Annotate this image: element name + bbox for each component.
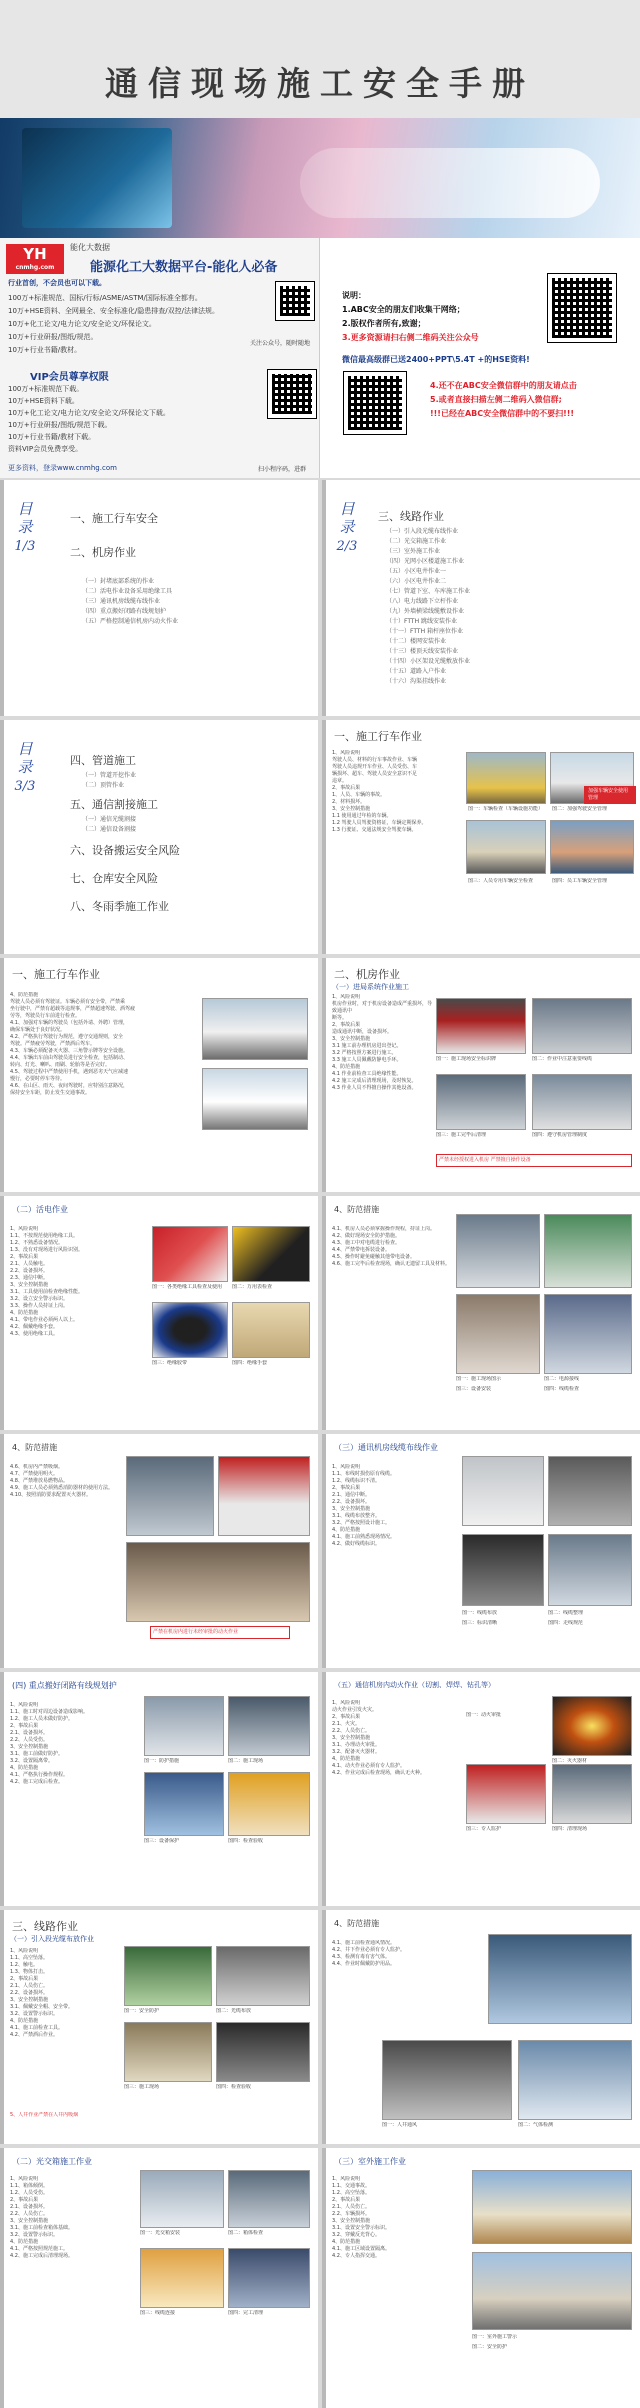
photo-caption: 图一：各类绝缘工具检查及使用 — [152, 1284, 228, 1298]
document-title: 通信现场施工安全手册 — [105, 64, 535, 103]
photo-site — [124, 2022, 212, 2082]
group-line: 微信最高级群已送2400+PPT\5.4T +的HSE资料! — [342, 355, 530, 364]
photo-caption: 图一：线缆布放 — [462, 1610, 544, 1618]
ad-headline: 能源化工大数据平台-能化人必备 — [90, 260, 278, 275]
photo-power — [544, 1214, 632, 1288]
toc-subitem[interactable]: （九）外墙横梁线缆敷设作业 — [386, 608, 465, 615]
slide-bar — [322, 958, 326, 1192]
slide-hot-work — [322, 1672, 640, 1906]
slide-text: 1、风险说明 1.1、施工时对周边设备造成影响。 1.2、施工人员未做好防护。 2、事故后果 2.1、设备损坏。 2.2、人员受伤。 3、安全控制措施 3.1、施工前做好防护。 3.2、设置隔离带。 4、防范措施 4.1、严格执行操作规程。 4.2、施工完成后检查。 — [10, 1702, 88, 1785]
photo-caption: 图一：人井通风 — [382, 2122, 512, 2130]
slide-bar — [0, 480, 4, 716]
photo-sign — [436, 998, 526, 1054]
toc-label-text: 目录 — [17, 740, 33, 776]
slide-toc-2 — [322, 480, 640, 716]
slide-title: 一、施工行车作业 — [12, 968, 100, 981]
brand-name: 能化大数据 — [70, 243, 110, 252]
photo-site — [228, 1696, 310, 1756]
photo-room — [532, 1074, 632, 1130]
photo-cable-laying — [216, 1946, 310, 2006]
toc-label-text: 目录 — [17, 500, 33, 536]
slide-vehicle-1 — [322, 720, 640, 954]
toc-subitem[interactable]: （十六）沟渠挂线作业 — [386, 678, 447, 685]
toc-item[interactable]: 六、设备搬运安全风险 — [70, 844, 180, 857]
photo-supervision — [552, 1764, 632, 1824]
slide-title: （三）室外施工作业 — [334, 2157, 406, 2166]
photo-caption: 图三：绝缘胶带 — [152, 1360, 228, 1374]
notice-red-line: 4.还不在ABC安全微信群中的朋友请点击 — [430, 381, 577, 390]
ad-line: 10万+行业研报/图纸/规范。 — [8, 333, 98, 341]
photo-workers — [550, 820, 634, 874]
photo-box-check — [228, 2170, 310, 2228]
photo-caption: 图二：气体检测 — [518, 2122, 632, 2130]
slide-text: 1、风险说明 1.1、交通事故。 1.2、高空坠落。 2、事故后果 2.1、人员伤亡。 2.2、车辆损坏。 3、安全控制措施 3.1、设置安全警示标识。 3.2、穿戴反光背心。 4、防范措施 4.1、施工区域设置隔离。 4.2、专人指挥交通。 — [332, 2176, 390, 2259]
slide-vehicle-2 — [0, 958, 318, 1192]
toc-subitem[interactable]: （一）引入段光缆布线作业 — [386, 528, 459, 535]
toc-subitem[interactable]: （八）电力线路下立杆作业 — [386, 598, 459, 605]
photo-extinguisher — [466, 1764, 546, 1824]
circuit-image — [22, 128, 172, 228]
photo-caption: 图二：灭火器材 — [552, 1758, 632, 1764]
slide-live-electric — [0, 1196, 318, 1430]
photo-caption: 图一：施工现场图示 — [456, 1376, 540, 1384]
photo-tape — [152, 1302, 228, 1358]
toc-label — [14, 500, 36, 556]
photo-caption: 图四：完工清理 — [228, 2310, 310, 2318]
slide-text: 4、防范措施 驾驶人员必须有驾驶证。车辆必须有安全带，严禁乘 坐行驶中，严禁有超载等违规事，严禁超速驾驶、酒驾疲 劳等，驾驶员行车前进行检查。 4.1、加强对车辆的驾驶员（包括外请、外聘）管理， 确保车辆处于良好状况。 4.2、严格执行驾驶行为规范，遵守交通规则，安全 驾驶。严禁疲劳驾驶，严禁酒后驾车。 4.3、车辆必须配备灭火器、三角警示牌等安全设施。 4.4、车辆出车前由驾驶员进行安全检查，包括制动、 转向、灯光、喇叭、雨刷、轮胎等是否完好。 4.5、驾驶过程中严禁使用手机，遇到恶劣天气应减速 慢行，必要时停车等待。 4.6、在山区、雨天、夜间驾驶时，应特别注意路况， 保持安全车距，防止发生交通事故。 — [10, 992, 136, 1096]
toc-subitem[interactable]: （一）通信光缆割接 — [82, 816, 137, 823]
slide-title: 一、施工行车作业 — [334, 730, 422, 743]
slide-text: 1、风险说明 1.1、布线时损伤原有线缆。 1.2、线缆标识不清。 2、事故后果 2.1、通信中断。 2.2、设备损坏。 3、安全控制措施 3.1、线缆布放整齐。 3.2、严格按照设计施工。 4、防范措施 4.1、施工前熟悉现场情况。 4.2、做好线缆标识。 — [332, 1464, 395, 1547]
notice-red-line: !!!已经在ABC安全微信群中的不要扫!!! — [430, 409, 575, 418]
photo-caption: 图四：线缆检查 — [544, 1386, 632, 1394]
photo-site — [456, 1214, 540, 1288]
photo-caption: 图三：施工完毕后清理 — [436, 1132, 528, 1146]
slide-title: （三）通讯机房线缆布线作业 — [334, 1443, 438, 1452]
toc-item[interactable]: 八、冬雨季施工作业 — [70, 900, 169, 913]
ad-right — [330, 238, 640, 478]
photo-caption: 图四：遵守机房管理制度 — [532, 1132, 632, 1146]
photo-caption: 图四：检查验收 — [216, 2084, 310, 2092]
ad-panel — [0, 238, 640, 478]
photo-room — [126, 1456, 214, 1536]
toc-subitem[interactable]: （五）严格控制通信机房内动火作业 — [82, 618, 179, 625]
photo-caption: 图一：动火审批 — [466, 1712, 548, 1720]
photo-caption: 图四：员工车辆安全管理 — [552, 878, 634, 886]
photo-install — [456, 1294, 540, 1374]
vip-line: 10万+行业书籍/教材下载。 — [8, 433, 96, 441]
toc-subitem[interactable]: （二）活电作业设备采用绝缘工具 — [82, 588, 173, 595]
photo-fiber-connect — [140, 2248, 224, 2308]
photo-insulated-tools — [152, 1226, 228, 1282]
slide-bar — [0, 720, 4, 954]
photo-caption: 图二：线缆整理 — [548, 1610, 632, 1618]
toc-subitem[interactable]: （六）小区电井作业二 — [386, 578, 447, 585]
qr-code-icon — [268, 370, 316, 418]
slide-bar — [322, 480, 326, 716]
slide-bar — [322, 1910, 326, 2144]
toc-label — [14, 740, 36, 796]
slide-text: 1、风险说明 动火作业引发火灾。 2、事故后果 2.1、火灾。 2.2、人员伤亡。 3、安全控制措施 3.1、办理动火审批。 3.2、配备灭火器材。 4、防范措施 4.1、动火作业必须有专人监护。 4.2、作业完成后检查现场，确认无火种。 — [332, 1700, 425, 1776]
photo-caption: 图三：专人监护 — [466, 1826, 546, 1834]
slide-title: 4、防范措施 — [12, 1443, 58, 1452]
slide-bar — [0, 958, 4, 1192]
notice-line: 3.更多资源请扫右侧二维码关注公众号 — [342, 333, 479, 342]
photo-caption: 图四：检查验收 — [228, 1838, 310, 1846]
toc-subitem[interactable]: （四）光网小区楼道施工作业 — [386, 558, 465, 565]
toc-item[interactable]: 五、通信割接施工 — [70, 798, 158, 811]
ad-line: 10万+HSE资料、全网最全、安全标准化/隐患排查/双控/法律法规。 — [8, 307, 219, 315]
slide-toc-1 — [0, 480, 318, 716]
photo-white-van — [202, 998, 308, 1060]
photo-caption: 图三：施工现场 — [124, 2084, 212, 2092]
slide-title: 二、机房作业 — [334, 968, 400, 981]
slide-subtitle: （一）进局系统作业施工 — [332, 983, 409, 991]
photo-protection — [144, 1696, 224, 1756]
brand-logo-text: YH — [23, 245, 47, 263]
slide-bar — [322, 1434, 326, 1668]
slide-title: （二）活电作业 — [12, 1205, 68, 1214]
more-link[interactable]: 更多资料，登录www.cnmhg.com — [8, 464, 117, 472]
photo-caption: 图二：安全防护 — [472, 2344, 632, 2352]
toc-subitem[interactable]: （七）管道下室、车库施工作业 — [386, 588, 471, 595]
slide-line-work — [0, 1910, 318, 2144]
photo-protection — [124, 1946, 212, 2006]
vip-line: 10万+HSE资料下载。 — [8, 397, 79, 405]
photo-rack — [532, 998, 632, 1054]
toc-subitem[interactable]: （一）封堵底部系统的作业 — [82, 578, 155, 585]
photo-caption: 图二：电源接线 — [544, 1376, 632, 1384]
slide-machine-room-2 — [322, 1196, 640, 1430]
toc-subitem[interactable]: （三）通讯机房线缆布线作业 — [82, 598, 161, 605]
slide-fire-prevention — [0, 1434, 318, 1668]
photo-caption: 图一：车辆检查（车辆设施功能） — [468, 806, 546, 814]
toc-subitem[interactable]: （三）室外施工作业 — [386, 548, 441, 555]
vip-title: VIP会员尊享权限 — [30, 372, 109, 383]
slide-title: 4、防范措施 — [334, 1205, 380, 1214]
slide-bar — [0, 1910, 4, 2144]
slide-text: 1、风险说明 机房作业时，对于机房设备造成严重损坏，导致通讯中 断等。 2、事故后果 造成通讯中断，设备损坏。 3、安全控制措施 3.1 施工前办理机房进出登记。 3.2 严格按照方案进行施工。 3.3 施工人员佩戴防静电手环。 4、防范措施 4.1 作业前检查工具绝缘性能。 4.2 施工完成后清理现场，及时恢复。 4.3 作业人员不得擅自操作其他设备。 — [332, 994, 432, 1091]
ad-tagline: 行业首创，不会员也可以下载。 — [8, 279, 106, 287]
photo-caption: 图二：光缆布放 — [216, 2008, 310, 2016]
toc-item[interactable]: 三、线路作业 — [378, 510, 444, 523]
notice-line: 1.ABC安全的朋友们收集干网络； — [342, 305, 465, 314]
network-cable-image — [300, 148, 600, 218]
photo-caption: 图二：作业中注意重要线缆 — [532, 1056, 632, 1070]
slide-bar — [322, 1672, 326, 1906]
slide-manhole — [322, 1910, 640, 2144]
toc-subitem[interactable]: （十一）FTTH 箱杆座位作业 — [386, 628, 463, 635]
photo-fiber — [228, 1772, 310, 1836]
toc-subitem[interactable]: （十）FTTH 跳线安装作业 — [386, 618, 457, 625]
photo-cleanup — [228, 2248, 310, 2308]
hero-image — [0, 118, 640, 238]
toc-item[interactable]: 四、管道施工 — [70, 754, 136, 767]
brand-logo — [6, 244, 64, 274]
photo-safety — [472, 2252, 632, 2330]
ad-left — [0, 238, 320, 478]
toc-subitem[interactable]: （十五）道路入户作业 — [386, 668, 447, 675]
photo-caption: 图三：设备安装 — [456, 1386, 540, 1394]
photo-inspection — [466, 820, 546, 874]
slide-toc-3 — [0, 720, 318, 954]
photo-welding — [552, 1696, 632, 1756]
photo-caption: 图二：施工现场 — [228, 1758, 310, 1766]
slide-bar — [0, 1672, 4, 1906]
toc-item[interactable]: 一、施工行车安全 — [70, 512, 158, 525]
photo-caption: 图三：标识清晰 — [462, 1620, 544, 1628]
toc-subitem[interactable]: （十四）小区架设光缆敷放作业 — [386, 658, 471, 665]
qr-code-icon — [344, 372, 406, 434]
photo-caption: 图四：走线规范 — [548, 1620, 632, 1628]
warning-banner: 加强车辆安全使用管理 — [584, 786, 636, 804]
photo-caption: 图三：设备保护 — [144, 1838, 224, 1846]
toc-subitem[interactable]: （一）管道开挖作业 — [82, 772, 137, 779]
slide-fiber-box — [0, 2148, 318, 2408]
slide-text: 1、风险说明 1.1、箱体倾倒。 1.2、人员受伤。 2、事故后果 2.1、设备损坏。 2.2、人员伤亡。 3、安全控制措施 3.1、施工前检查箱体基础。 3.2、设置警示标识。 4、防范措施 4.1、严格按照规范施工。 4.2、施工完成后清理现场。 — [10, 2176, 73, 2259]
photo-caption: 图一：室外施工警示 — [472, 2334, 632, 2342]
photo-routing — [548, 1534, 632, 1606]
slide-title: (四) 重点搬好闭路有线规划护 — [12, 1681, 117, 1690]
photo-device — [144, 1772, 224, 1836]
photo-labels — [462, 1534, 544, 1606]
photo-caption: 图四：清理现场 — [552, 1826, 632, 1834]
slide-cable-protection — [0, 1672, 318, 1906]
slide-machine-room-1 — [322, 958, 640, 1192]
photo-caption: 图二：箱体检查 — [228, 2230, 310, 2244]
slide-bar — [322, 720, 326, 954]
photo-truck — [466, 752, 546, 804]
qr-code-icon — [548, 274, 616, 342]
document-title-area — [0, 0, 640, 118]
ad-line: 100万+标准规范、国标/行标/ASME/ASTM/国际标准全都有。 — [8, 294, 202, 302]
photo-caption: 图二：加强驾驶安全管理 — [552, 806, 634, 814]
toc-label-text: 目录 — [339, 500, 355, 536]
slide-bar — [0, 2148, 4, 2408]
notice-line: 2.版权作者所有,致谢； — [342, 319, 426, 328]
slide-text: 1、风险说明 1.1、高空坠落。 1.2、触电。 1.3、物体打击。 2、事故后果 2.1、人员伤亡。 2.2、设备损坏。 3、安全控制措施 3.1、佩戴安全帽、安全带。 3.2、设置警示标识。 4、防范措施 4.1、施工前检查工具。 4.2、严禁酒后作业。 — [10, 1948, 73, 2038]
toc-subitem[interactable]: （二）通信设备割接 — [82, 826, 137, 833]
qr-caption: 扫小程序码，进群 — [258, 466, 307, 473]
warning-text: 5、人井作业严禁在人井内吸烟 — [10, 2112, 79, 2118]
photo-manhole — [216, 2022, 310, 2082]
slide-text: 4.6、机房内严禁吸烟。 4.7、严禁使用明火。 4.8、严禁堆放易燃物品。 4.9、施工人员必须熟悉消防器材的使用方法。 4.10、按照消防要求配置灭火器材。 — [10, 1464, 113, 1498]
photo-cable-bundle — [548, 1456, 632, 1526]
slide-bar — [0, 1434, 4, 1668]
photo-caption: 图一：防护措施 — [144, 1758, 224, 1766]
slide-cable-wiring — [322, 1434, 640, 1668]
photo-gas-detection — [382, 2040, 512, 2120]
photo-fiber-box — [140, 2170, 224, 2228]
vip-line: 10万+行业研报/图纸/规范下载。 — [8, 421, 112, 429]
toc-page-number: 1/3 — [14, 539, 36, 554]
toc-subitem[interactable]: （四）重点搬好闭路有线规划护 — [82, 608, 167, 615]
photo-cable-tray — [462, 1456, 544, 1526]
qr-caption: 关注公众号，随时随地 — [250, 340, 311, 347]
qr-code-icon — [276, 282, 314, 320]
slide-text: 1、风险说明 驾驶人员、材料的行车事故作业、车辆 驾驶人员违规开车作业、人员受伤、车 辆损坏、超车、驾驶人员安全意识不足 违章。 2、事故后果 1、人员、车辆的事故。 2、材料损坏。 3、安全控制措施 1.1 使用通过年检的车辆。 1.2 驾驶人员驾驶资格证，车辆定期保养。 1.3 行驶证、交通法规安全驾驶车辆。 — [332, 750, 427, 833]
toc-page-number: 3/3 — [14, 779, 36, 794]
toc-label — [336, 500, 358, 556]
photo-extinguisher — [218, 1456, 310, 1536]
toc-subitem[interactable]: （二）光交箱施工作业 — [386, 538, 447, 545]
photo-white-van — [202, 1068, 308, 1130]
slide-text: 4.1、机房人员必须掌握操作规程，持证上岗。 4.2、做好现场安全防护措施。 4.3、施工中对电缆进行检查。 4.4、严禁带电拆装设备。 4.5、操作时避免碰触其他带电设备。 4.6、施工完毕后检查现场，确认无遗留工具及材料。 — [332, 1226, 450, 1267]
slide-text: 1、风险说明 1.1、不按规范使用绝缘工具。 1.2、不熟悉设备情况。 1.3、没有对现场进行风险识别。 2、事故后果 2.1、人员触电。 2.2、设备损坏。 2.3、通信中断。 3、安全控制措施 3.1、工具使用前检查绝缘性能。 3.2、设立安全警示标识。 3.3、操作人员持证上岗。 4、防范措施 4.1、带电作业必须两人以上。 4.2、佩戴绝缘手套。 4.3、使用绝缘工具。 — [10, 1226, 83, 1337]
warning-box: 严禁在机房内进行未经审批的动火作业 — [150, 1626, 290, 1639]
slide-title: （二）光交箱施工作业 — [12, 2157, 92, 2166]
photo-cabinet — [436, 1074, 526, 1130]
notice-title: 说明： — [342, 291, 366, 300]
slide-bar — [322, 2148, 326, 2408]
brand-logo-sub: cnmhg.com — [15, 264, 55, 271]
slide-title: 三、线路作业 — [12, 1920, 78, 1933]
photo-outdoor-warning — [472, 2170, 632, 2244]
slide-text: 4.1、施工前检查通风情况。 4.2、井下作业必须有专人监护。 4.3、检测有毒有害气体。 4.4、作业时佩戴防护用品。 — [332, 1940, 405, 1967]
photo-worker — [518, 2040, 632, 2120]
slide-bar — [0, 1196, 4, 1430]
toc-subitem[interactable]: （十二）楼网安装作业 — [386, 638, 447, 645]
toc-subitem[interactable]: （二）顶管作业 — [82, 782, 125, 789]
photo-multimeter — [232, 1226, 310, 1282]
photo-gloves — [232, 1302, 310, 1358]
notice-red-line: 5.或者直接扫描左侧二维码入微信群; — [430, 395, 562, 404]
toc-item[interactable]: 二、机房作业 — [70, 546, 136, 559]
toc-page-number: 2/3 — [336, 539, 358, 554]
photo-caption: 图二：万用表检查 — [232, 1284, 310, 1298]
vip-line: 100万+标准规范下载。 — [8, 385, 84, 393]
vip-line: 资料VIP会员免费享受。 — [8, 445, 83, 453]
photo-manhole-ventilation — [488, 1934, 632, 2024]
vip-line: 10万+化工论文/电力论文/安全论文/环保论文下载。 — [8, 409, 170, 417]
photo-caption: 图四：绝缘手套 — [232, 1360, 310, 1374]
toc-subitem[interactable]: （五）小区电井作业一 — [386, 568, 447, 575]
photo-hands — [126, 1542, 310, 1622]
photo-caption: 图一：安全防护 — [124, 2008, 212, 2016]
photo-caption: 图三：线缆连接 — [140, 2310, 224, 2318]
toc-subitem[interactable]: （十三）楼顶天线安装作业 — [386, 648, 459, 655]
slide-title: （五）通信机房内动火作业（切割、焊焊、钻孔等） — [334, 1681, 495, 1689]
slide-bar — [322, 1196, 326, 1430]
slide-outdoor-work — [322, 2148, 640, 2408]
ad-line: 10万+行业书籍/教材。 — [8, 346, 82, 354]
ad-line: 10万+化工论文/电力论文/安全论文/环保论文。 — [8, 320, 156, 328]
photo-caption: 图一：光交箱安装 — [140, 2230, 224, 2244]
warning-box: 严禁未经授权进入机房 严禁擅自操作设备 — [436, 1154, 632, 1167]
toc-item[interactable]: 七、仓库安全风险 — [70, 872, 158, 885]
slide-title: 4、防范措施 — [334, 1919, 380, 1928]
photo-cable-check — [544, 1294, 632, 1374]
photo-caption: 图三：人员专用车辆安全检查 — [468, 878, 546, 886]
slide-subtitle: （一）引入段光缆布放作业 — [10, 1935, 94, 1943]
photo-caption: 图一：施工现场安全标识牌 — [436, 1056, 528, 1070]
